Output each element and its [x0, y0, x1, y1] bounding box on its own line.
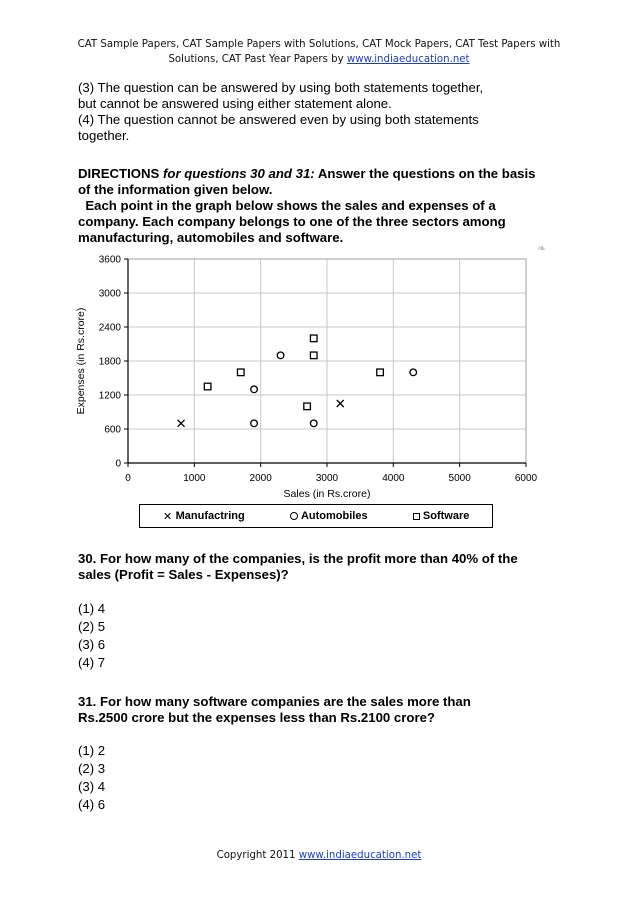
legend-item-software	[413, 510, 469, 522]
x-tick-label: 4000	[382, 473, 405, 484]
question-30-line-1: 30. For how many of the companies, is the profit more than 40% of the	[78, 551, 518, 566]
legend-item-manufacturing	[163, 510, 245, 523]
question-30	[78, 551, 548, 583]
chart-grid	[128, 259, 526, 463]
description-line-3: manufacturing, automobiles and software.	[78, 230, 344, 245]
bird-icon: ❧	[537, 243, 547, 255]
option-4-line-1: (4) The question cannot be answered even by using both statements	[78, 112, 479, 127]
q31-option: (4) 6	[78, 797, 106, 812]
directions-italic: for questions 30 and 31:	[163, 166, 315, 181]
page-footer	[0, 850, 638, 861]
q31-option: (1) 2	[78, 743, 106, 758]
scatter-chart	[72, 247, 552, 505]
option-4-line-2: together.	[78, 128, 130, 143]
footer-text: Copyright 2011	[216, 850, 299, 861]
data-point-software	[377, 369, 384, 376]
data-point-manufacturing	[337, 400, 344, 407]
x-tick-label: 1000	[183, 473, 206, 484]
circle-marker-icon	[290, 512, 298, 520]
option-3-line-2: but cannot be answered using either statement alone.	[78, 96, 392, 111]
q31-option: (3) 4	[78, 779, 106, 794]
chart-legend	[139, 504, 493, 528]
y-tick-label: 2400	[98, 322, 121, 334]
square-marker-icon	[413, 513, 420, 520]
y-tick-label: 3000	[98, 288, 121, 300]
question-31-line-1: 31. For how many software companies are the sales more than	[78, 694, 471, 709]
chart-ticks	[99, 255, 538, 485]
y-tick-label: 0	[115, 458, 121, 470]
data-point-automobiles	[277, 352, 284, 359]
data-point-software	[310, 352, 317, 359]
question-31	[78, 694, 548, 726]
x-marker-icon: ✕	[163, 510, 173, 523]
data-point-software	[237, 369, 244, 376]
y-tick-label: 1200	[98, 390, 121, 402]
data-point-software	[304, 403, 311, 410]
directions-text: Answer the questions on the basis	[314, 166, 536, 181]
x-tick-label: 3000	[315, 473, 339, 484]
q30-option: (4) 7	[78, 655, 106, 670]
y-tick-label: 1800	[98, 356, 121, 368]
data-point-software	[204, 383, 211, 390]
legend-label: Manufactring	[175, 510, 245, 522]
header-link[interactable]: www.indiaeducation.net	[346, 54, 470, 65]
directions-line-2: of the information given below.	[78, 182, 273, 197]
question-30-line-2: sales (Profit = Sales - Expenses)?	[78, 567, 289, 582]
question-30-options	[78, 600, 105, 672]
x-tick-label: 0	[125, 473, 131, 484]
y-tick-label: 3600	[98, 254, 121, 266]
x-tick-label: 2000	[249, 473, 272, 484]
previous-options	[78, 80, 548, 144]
data-point-automobiles	[410, 369, 417, 376]
x-axis-label: Sales (in Rs.crore)	[283, 488, 371, 500]
directions-label: DIRECTIONS	[78, 166, 160, 181]
q30-option: (2) 5	[78, 619, 106, 634]
data-point-automobiles	[310, 420, 317, 427]
question-31-options	[78, 742, 105, 814]
description-line-2: company. Each company belongs to one of the three sectors among	[78, 214, 506, 229]
q30-option: (3) 6	[78, 637, 106, 652]
header-line-2	[40, 52, 598, 67]
y-axis-label: Expenses (in Rs.crore)	[75, 307, 87, 415]
directions	[78, 166, 548, 246]
header-line-2-text: Solutions, CAT Past Year Papers by	[168, 54, 347, 65]
page-header	[40, 37, 598, 67]
question-31-line-2: Rs.2500 crore but the expenses less than Rs.2100 crore?	[78, 710, 435, 725]
x-tick-label: 5000	[448, 473, 471, 484]
data-point-automobiles	[251, 386, 258, 393]
legend-item-automobiles	[290, 510, 368, 522]
header-line-1: CAT Sample Papers, CAT Sample Papers with Solutions, CAT Mock Papers, CAT Test Papers with	[77, 39, 561, 50]
footer-link[interactable]: www.indiaeducation.net	[298, 850, 422, 861]
legend-label: Automobiles	[300, 510, 368, 522]
q31-option: (2) 3	[78, 761, 106, 776]
x-tick-label: 6000	[514, 473, 538, 484]
directions-line-1	[78, 166, 548, 182]
description-line-1: Each point in the graph below shows the sales and expenses of a	[78, 198, 496, 213]
option-3-line-1: (3) The question can be answered by using both statements together,	[78, 80, 484, 95]
q30-option: (1) 4	[78, 601, 106, 616]
data-point-manufacturing	[178, 420, 185, 427]
data-point-software	[310, 335, 317, 342]
y-tick-label: 600	[104, 424, 121, 436]
data-point-automobiles	[251, 420, 258, 427]
chart-points	[178, 335, 417, 427]
legend-label: Software	[422, 510, 470, 522]
